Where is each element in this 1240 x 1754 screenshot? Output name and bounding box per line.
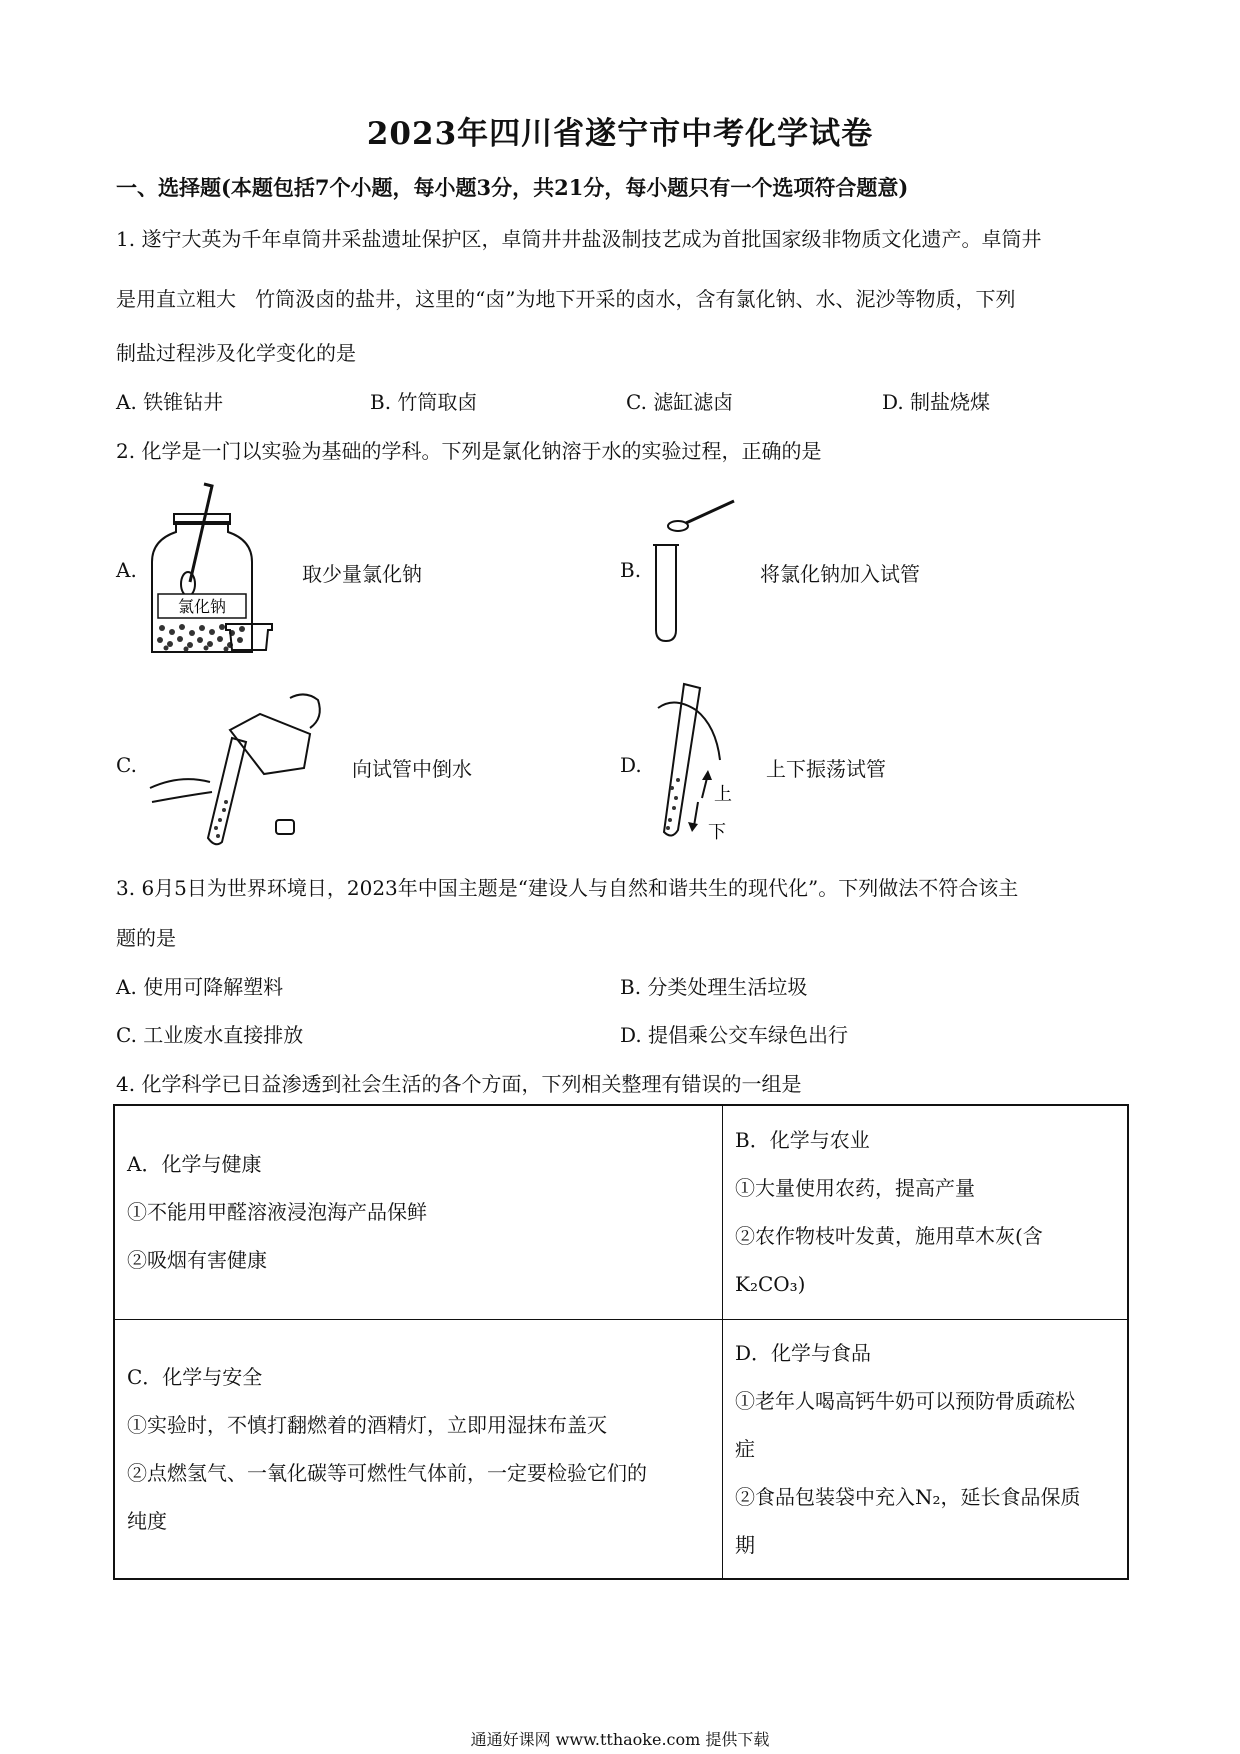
q4-cell-d-line: 期 bbox=[735, 1532, 755, 1557]
q4-cell-d-line: ①老年人喝高钙牛奶可以预防骨质疏松 bbox=[735, 1388, 1075, 1413]
q3-line-2: 题的是 bbox=[116, 926, 176, 950]
q3-option-b[interactable]: B. 分类处理生活垃圾 bbox=[620, 975, 808, 999]
q4-cell-c-line: ①实验时，不慎打翻燃着的酒精灯，立即用湿抹布盖灭 bbox=[127, 1412, 607, 1437]
q4-cell-b-line: K₂CO₃) bbox=[735, 1272, 806, 1297]
q4-cell-b-line: ②农作物枝叶发黄，施用草木灰(含 bbox=[735, 1224, 1043, 1249]
reagent-jar-figure bbox=[140, 482, 290, 662]
q2-option-a-letter[interactable]: A. bbox=[116, 558, 137, 582]
q1-option-a[interactable]: A. 铁锥钻井 bbox=[116, 390, 224, 414]
q2-option-b-letter[interactable]: B. bbox=[620, 558, 642, 582]
pour-water-figure bbox=[140, 678, 340, 848]
q4-cell-b[interactable] bbox=[723, 1105, 1129, 1319]
page-title: 2023年四川省遂宁市中考化学试卷 bbox=[366, 116, 874, 152]
q3-option-d[interactable]: D. 提倡乘公交车绿色出行 bbox=[620, 1023, 849, 1047]
q1-line-3: 制盐过程涉及化学变化的是 bbox=[116, 341, 356, 365]
q2-option-c-caption: 向试管中倒水 bbox=[352, 757, 472, 781]
q4-cell-d-line: ②食品包装袋中充入N₂，延长食品保质 bbox=[735, 1484, 1081, 1509]
q4-stem: 4. 化学科学已日益渗透到社会生活的各个方面，下列相关整理有错误的一组是 bbox=[116, 1072, 802, 1096]
q1-line-1: 1. 遂宁大英为千年卓筒井采盐遗址保护区，卓筒井井盐汲制技艺成为首批国家级非物质文化遗产。卓筒井 bbox=[116, 227, 1042, 251]
q2-option-b-caption: 将氯化钠加入试管 bbox=[760, 562, 920, 586]
arrow-up-label: 上 bbox=[714, 784, 732, 805]
jar-label: 氯化钠 bbox=[177, 597, 227, 616]
q3-option-a[interactable]: A. 使用可降解塑料 bbox=[116, 975, 284, 999]
q4-table bbox=[113, 1104, 1129, 1580]
q4-cell-c-line: C．化学与安全 bbox=[127, 1364, 263, 1389]
q1-option-d[interactable]: D. 制盐烧煤 bbox=[882, 390, 991, 414]
q2-option-d-caption: 上下振荡试管 bbox=[766, 757, 886, 781]
q4-cell-c[interactable] bbox=[114, 1319, 723, 1579]
arrow-down-label: 下 bbox=[708, 822, 726, 843]
q3-line-1: 3. 6月5日为世界环境日，2023年中国主题是“建设人与自然和谐共生的现代化”。下列做法不符合该主 bbox=[116, 876, 1019, 900]
q2-option-d-letter[interactable]: D. bbox=[620, 753, 642, 777]
q4-cell-a-line: ①不能用甲醛溶液浸泡海产品保鲜 bbox=[127, 1200, 427, 1225]
test-tube-spoon-figure bbox=[648, 495, 748, 645]
q4-cell-b-line: ①大量使用农药，提高产量 bbox=[735, 1176, 975, 1201]
shake-tube-figure bbox=[650, 680, 750, 850]
q2-option-c-letter[interactable]: C. bbox=[116, 753, 137, 777]
footer-credit: 通通好课网 www.tthaoke.com 提供下载 bbox=[470, 1730, 770, 1749]
q4-cell-c-line: ②点燃氢气、一氧化碳等可燃性气体前，一定要检验它们的 bbox=[127, 1460, 647, 1485]
q1-option-b[interactable]: B. 竹筒取卤 bbox=[370, 390, 478, 414]
q4-cell-a[interactable] bbox=[114, 1105, 723, 1319]
q1-line-2: 是用直立粗大 竹筒汲卤的盐井，这里的“卤”为地下开采的卤水，含有氯化钠、水、泥沙等物质，下列 bbox=[116, 287, 1016, 311]
q4-cell-d-line: D．化学与食品 bbox=[735, 1340, 872, 1365]
q4-cell-d[interactable] bbox=[723, 1319, 1129, 1579]
q4-cell-c-line: 纯度 bbox=[127, 1508, 167, 1533]
q4-cell-a-line: ②吸烟有害健康 bbox=[127, 1248, 267, 1273]
q1-option-c[interactable]: C. 滤缸滤卤 bbox=[626, 390, 734, 414]
q3-option-c[interactable]: C. 工业废水直接排放 bbox=[116, 1023, 304, 1047]
q4-cell-a-line: A．化学与健康 bbox=[127, 1152, 262, 1177]
section-heading: 一、选择题(本题包括7个小题，每小题3分，共21分，每小题只有一个选项符合题意) bbox=[116, 175, 909, 200]
q4-cell-d-line: 症 bbox=[735, 1436, 755, 1461]
q2-option-a-caption: 取少量氯化钠 bbox=[302, 562, 422, 586]
q4-cell-b-line: B．化学与农业 bbox=[735, 1128, 870, 1153]
q2-stem: 2. 化学是一门以实验为基础的学科。下列是氯化钠溶于水的实验过程，正确的是 bbox=[116, 439, 822, 463]
